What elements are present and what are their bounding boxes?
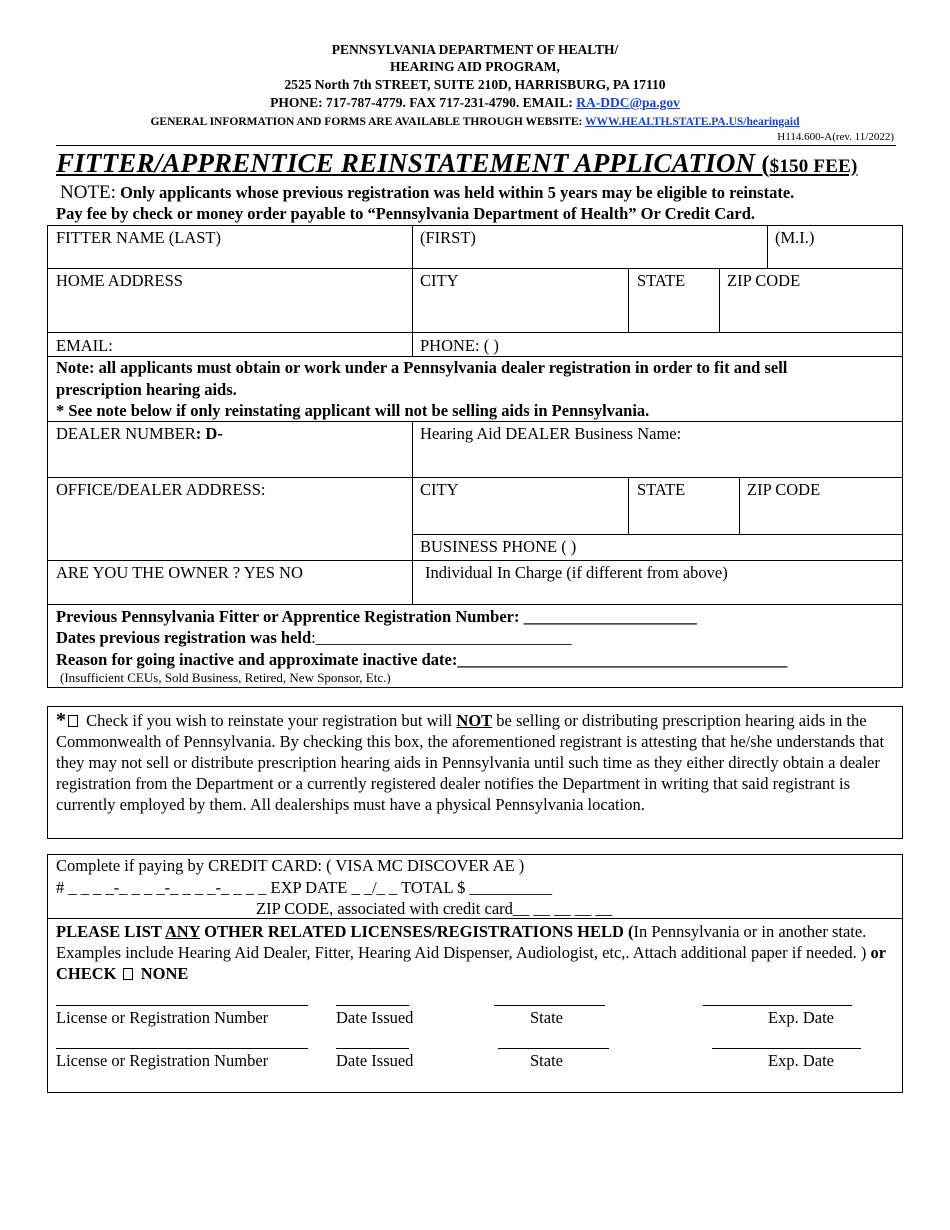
credit-card-types: Complete if paying by CREDIT CARD: ( VISA MC DISCOVER AE ) bbox=[56, 856, 525, 875]
license-number-label-2: License or Registration Number bbox=[56, 1051, 269, 1070]
header-website-text: GENERAL INFORMATION AND FORMS ARE AVAILABLE THROUGH WEBSITE: bbox=[150, 116, 586, 128]
email-field[interactable]: EMAIL: bbox=[56, 336, 113, 355]
state-line-1[interactable] bbox=[494, 1005, 605, 1006]
last-name-field[interactable]: FITTER NAME (LAST) bbox=[56, 228, 221, 247]
dealer-business-name-field[interactable]: Hearing Aid DEALER Business Name: bbox=[420, 424, 682, 443]
payment-note: Pay fee by check or money order payable to “Pennsylvania Department of Health” Or Credit Card. bbox=[56, 204, 756, 223]
previous-dates-label: Dates previous registration was held bbox=[56, 628, 312, 647]
business-phone-field[interactable]: BUSINESS PHONE ( ) bbox=[420, 537, 577, 556]
license-number-line-2[interactable] bbox=[56, 1048, 308, 1049]
date-issued-line-2[interactable] bbox=[336, 1048, 409, 1049]
not-selling-text-1: Check if you wish to reinstate your registration but will bbox=[82, 711, 457, 730]
previous-dates-line: :_______________________________ bbox=[311, 628, 572, 647]
home-state-field[interactable]: STATE bbox=[637, 271, 686, 290]
not-word: NOT bbox=[456, 711, 493, 730]
fee-amount: $150 FEE) bbox=[769, 156, 858, 177]
office-city-field[interactable]: CITY bbox=[420, 480, 459, 499]
licenses-heading-a: PLEASE LIST bbox=[56, 922, 165, 941]
exp-date-line-2[interactable] bbox=[712, 1048, 861, 1049]
licenses-heading-rest: In Pennsylvania or in another state. Examples include Hearing Aid Dealer, Fitter, Hearing Aid Dispenser, Audiologist, etc,. Attach additional paper if needed. ) bbox=[56, 922, 867, 962]
credit-card-zip-field[interactable]: ZIP CODE, associated with credit card__ __ __ __ __ bbox=[256, 899, 612, 918]
header-divider bbox=[56, 145, 896, 146]
exp-date-label-1: Exp. Date bbox=[768, 1008, 834, 1027]
header-contact bbox=[0, 95, 950, 111]
header-line-1: PENNSYLVANIA DEPARTMENT OF HEALTH/ bbox=[331, 42, 619, 57]
license-number-label-1: License or Registration Number bbox=[56, 1008, 269, 1027]
or-check-label: or CHECK bbox=[56, 943, 886, 983]
dealer-number-field[interactable] bbox=[56, 424, 223, 444]
first-name-field[interactable]: (FIRST) bbox=[420, 228, 476, 247]
date-issued-label-2: Date Issued bbox=[336, 1051, 414, 1070]
header-line-2: HEARING AID PROGRAM, bbox=[390, 59, 560, 74]
form-number: H114.600-A(rev. 11/2022) bbox=[777, 131, 894, 143]
asterisk: * bbox=[56, 709, 66, 731]
header-website bbox=[0, 114, 950, 130]
note-text: Only applicants whose previous registration was held within 5 years may be eligible to reinstate. bbox=[115, 183, 795, 202]
exp-date-line-1[interactable] bbox=[703, 1005, 852, 1006]
home-address-field[interactable]: HOME ADDRESS bbox=[56, 271, 183, 290]
header-address: 2525 North 7th STREET, SUITE 210D, HARRISBURG, PA 17110 bbox=[284, 77, 666, 92]
middle-initial-field[interactable]: (M.I.) bbox=[775, 228, 815, 247]
home-city-field[interactable]: CITY bbox=[420, 271, 459, 290]
office-zip-field[interactable]: ZIP CODE bbox=[747, 480, 821, 499]
date-issued-label-1: Date Issued bbox=[336, 1008, 414, 1027]
none-label: NONE bbox=[136, 964, 189, 983]
none-checkbox[interactable] bbox=[123, 968, 133, 980]
email-link[interactable]: RA-DDC@pa.gov bbox=[576, 95, 680, 110]
licenses-heading-any: ANY bbox=[164, 922, 200, 941]
office-address-field[interactable]: OFFICE/DEALER ADDRESS: bbox=[56, 480, 266, 499]
individual-in-charge-field[interactable]: Individual In Charge (if different from above) bbox=[425, 563, 728, 582]
not-selling-checkbox[interactable] bbox=[68, 715, 78, 727]
inactive-reason-examples: (Insufficient CEUs, Sold Business, Retired, New Sponsor, Etc.) bbox=[60, 670, 391, 685]
owner-question[interactable]: ARE YOU THE OWNER ? YES NO bbox=[56, 563, 303, 582]
dealer-number-label: DEALER NUMBER bbox=[56, 424, 196, 443]
phone-field[interactable]: PHONE: ( ) bbox=[420, 336, 499, 355]
date-issued-line-1[interactable] bbox=[336, 1005, 409, 1006]
dealer-number-prefix: : D- bbox=[195, 424, 223, 443]
state-label-2: State bbox=[530, 1051, 563, 1070]
exp-date-label-2: Exp. Date bbox=[768, 1051, 834, 1070]
state-line-2[interactable] bbox=[498, 1048, 609, 1049]
licenses-heading bbox=[56, 921, 898, 984]
previous-dates-field[interactable] bbox=[56, 628, 571, 648]
not-selling-text-2: be selling or distributing prescription hearing aids in the Commonwealth of Pennsylvania. By checking this box, the aforementioned registrant is attesting that he/she understands that they may not sell or distribute prescription hearing aids in Pennsylvania until such time as they either directly obtain a dealer registration from the Department or a currently registered dealer notifies the Department in writing that said registrant is currently employed by them. All dealerships must have a physical Pennsylvania location. bbox=[56, 711, 885, 814]
dealer-note-line-3: * See note below if only reinstating applicant will not be selling aids in Pennsylvania. bbox=[56, 401, 650, 420]
inactive-reason-field[interactable]: Reason for going inactive and approximate inactive date:________________________________________ bbox=[56, 650, 788, 669]
note-label: NOTE: bbox=[60, 182, 116, 203]
form-title-text: FITTER/APPRENTICE REINSTATEMENT APPLICATION bbox=[56, 148, 756, 178]
license-number-line-1[interactable] bbox=[56, 1005, 308, 1006]
credit-card-number-field[interactable]: # _ _ _ _-_ _ _ _-_ _ _ _-_ _ _ _ EXP DATE _ _/_ _ TOTAL $ __________ bbox=[56, 878, 552, 897]
previous-registration-number[interactable]: Previous Pennsylvania Fitter or Apprentice Registration Number: _____________________ bbox=[56, 607, 697, 626]
header-phone-fax: PHONE: 717-787-4779. FAX 717-231-4790. EMAIL: bbox=[270, 95, 577, 110]
office-state-field[interactable]: STATE bbox=[637, 480, 686, 499]
dealer-note-line-1: Note: all applicants must obtain or work under a Pennsylvania dealer registration in order to fit and sell bbox=[56, 358, 788, 377]
fee-paren: ( bbox=[755, 152, 770, 178]
licenses-heading-b: OTHER RELATED LICENSES/REGISTRATIONS HELD ( bbox=[199, 922, 634, 941]
form-title bbox=[56, 148, 858, 179]
home-zip-field[interactable]: ZIP CODE bbox=[727, 271, 801, 290]
website-link[interactable]: WWW.HEALTH.STATE.PA.US/hearingaid bbox=[585, 116, 800, 128]
dealer-note-line-2: prescription hearing aids. bbox=[56, 380, 237, 399]
not-selling-statement bbox=[56, 710, 898, 815]
state-label-1: State bbox=[530, 1008, 563, 1027]
eligibility-note bbox=[60, 182, 794, 204]
